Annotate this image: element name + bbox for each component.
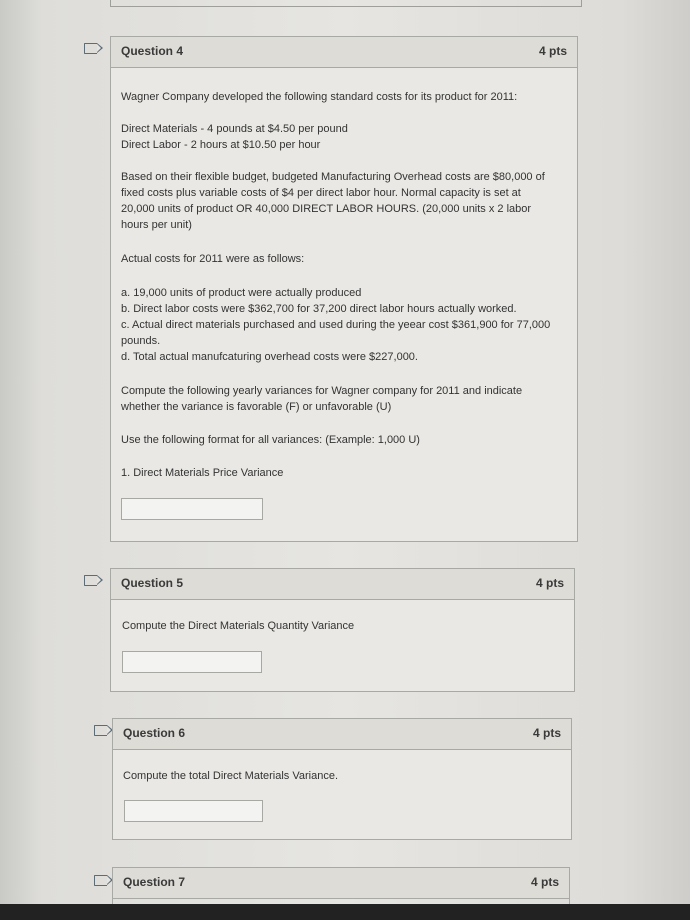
question-text-line: 1. Direct Materials Price Variance bbox=[121, 467, 284, 479]
question-title: Question 4 bbox=[121, 44, 184, 58]
question-text-line: Wagner Company developed the following standard costs for its product for 2011: bbox=[121, 91, 518, 103]
question-header bbox=[113, 868, 569, 899]
question-text-line: c. Actual direct materials purchased and used during the yeear cost $361,900 for 77,000 bbox=[121, 319, 551, 331]
answer-input[interactable] bbox=[122, 651, 262, 673]
question-card-7 bbox=[112, 867, 570, 907]
question-text-line: a. 19,000 units of product were actually produced bbox=[121, 287, 362, 299]
question-header bbox=[111, 37, 577, 68]
question-points: 4 pts bbox=[532, 726, 561, 740]
answer-input[interactable] bbox=[121, 498, 263, 520]
question-text-line: fixed costs plus variable costs of $4 per direct labor hour. Normal capacity is set at bbox=[121, 187, 521, 199]
question-text-line: b. Direct labor costs were $362,700 for 37,200 direct labor hours actually worked. bbox=[121, 303, 517, 315]
question-text-line: d. Total actual manufcaturing overhead costs were $227,000. bbox=[121, 351, 418, 363]
question-text-line: 20,000 units of product OR 40,000 DIRECT LABOR HOURS. (20,000 units x 2 labor bbox=[121, 203, 532, 215]
question-title: Question 7 bbox=[123, 875, 186, 889]
question-points: 4 pts bbox=[538, 44, 567, 58]
flag-question-icon[interactable] bbox=[94, 875, 107, 886]
question-text-line: Compute the total Direct Materials Variance. bbox=[123, 770, 338, 782]
flag-question-icon[interactable] bbox=[94, 725, 107, 736]
answer-input[interactable] bbox=[124, 800, 263, 822]
previous-question-card-edge bbox=[110, 0, 582, 7]
question-text-line: pounds. bbox=[121, 335, 161, 347]
flag-question-icon[interactable] bbox=[84, 575, 97, 586]
question-body bbox=[111, 600, 574, 691]
question-text-line: Based on their flexible budget, budgeted Manufacturing Overhead costs are $80,000 of bbox=[121, 171, 545, 183]
question-title: Question 6 bbox=[123, 726, 186, 740]
question-text-line: Compute the Direct Materials Quantity Variance bbox=[122, 620, 355, 632]
question-points: 4 pts bbox=[535, 576, 564, 590]
question-card-6 bbox=[112, 718, 572, 840]
question-text-line: Use the following format for all variances: (Example: 1,000 U) bbox=[121, 434, 420, 446]
question-text-line: Direct Materials - 4 pounds at $4.50 per pound bbox=[121, 123, 348, 135]
question-text-line: Direct Labor - 2 hours at $10.50 per hour bbox=[121, 139, 321, 151]
question-card-5 bbox=[110, 568, 575, 692]
question-points: 4 pts bbox=[530, 875, 559, 889]
question-body bbox=[111, 68, 577, 541]
question-body bbox=[113, 750, 571, 839]
question-card-4 bbox=[110, 36, 578, 542]
question-text-line: whether the variance is favorable (F) or unfavorable (U) bbox=[121, 401, 392, 413]
question-text-line: hours per unit) bbox=[121, 219, 192, 231]
question-header bbox=[113, 719, 571, 750]
question-text-line: Compute the following yearly variances for Wagner company for 2011 and indicate bbox=[121, 385, 523, 397]
question-title: Question 5 bbox=[121, 576, 184, 590]
screen-bezel bbox=[0, 904, 690, 920]
question-text-line: Actual costs for 2011 were as follows: bbox=[121, 253, 305, 265]
question-header bbox=[111, 569, 574, 600]
flag-question-icon[interactable] bbox=[84, 43, 97, 54]
